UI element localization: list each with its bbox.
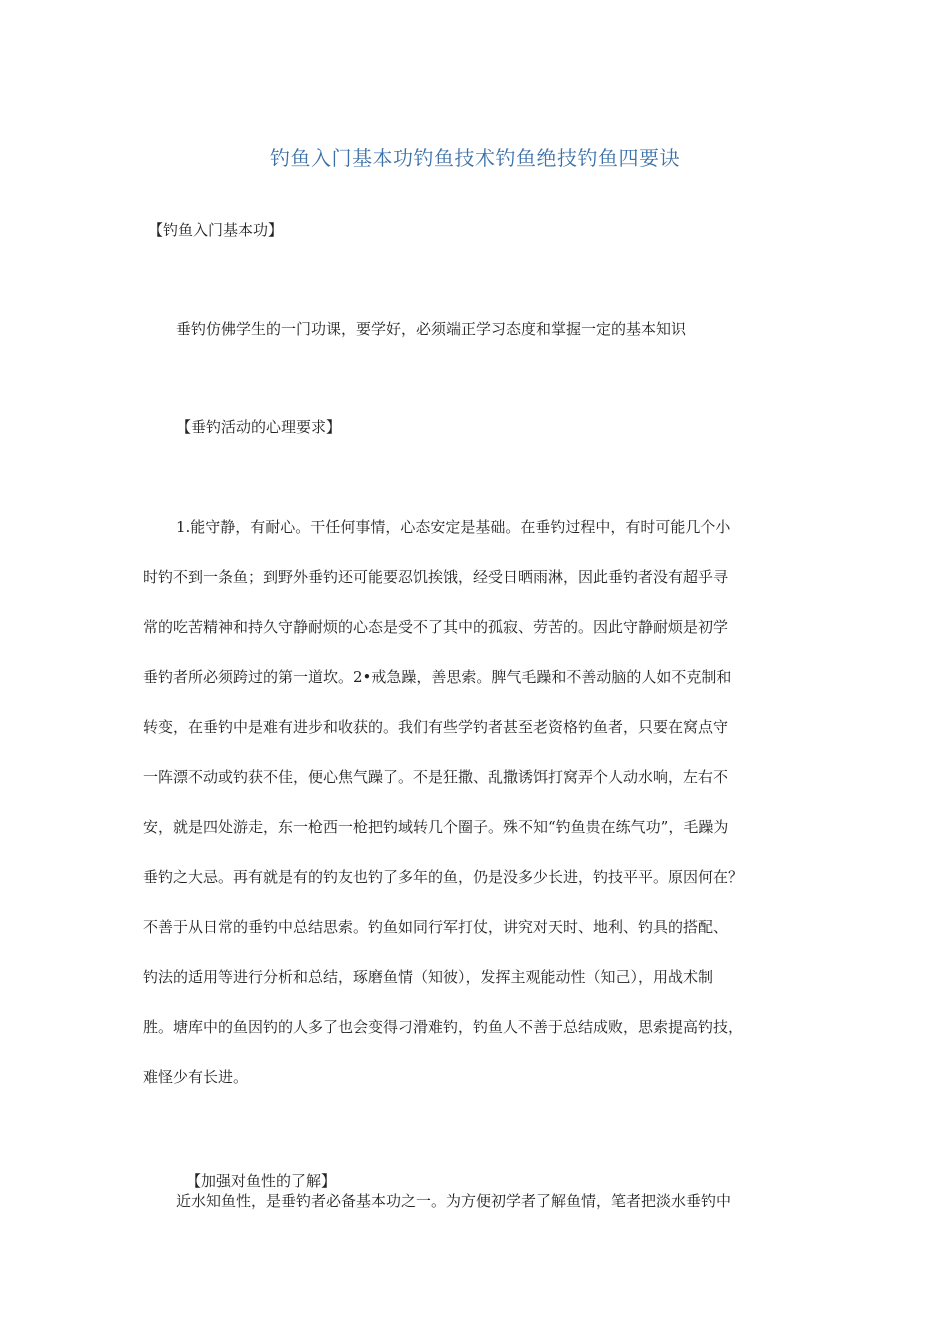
body-line: 垂钓之大忌。再有就是有的钓友也钓了多年的鱼，仍是没多少长进，钓技平平。原因何在？ bbox=[143, 868, 744, 886]
body-line: 胜。塘库中的鱼因钓的人多了也会变得刁滑难钓，钓鱼人不善于总结成败，思索提高钓技， bbox=[143, 1018, 744, 1036]
body-line: 1.能守静，有耐心。干任何事情，心态安定是基础。在垂钓过程中，有时可能几个小 bbox=[176, 518, 731, 536]
section-heading-psychology: 【垂钓活动的心理要求】 bbox=[176, 418, 342, 436]
body-line: 安，就是四处游走，东一枪西一枪把钓域转几个圈子。殊不知“钓鱼贵在练气功”，毛躁为 bbox=[143, 818, 729, 836]
body-line: 难怪少有长进。 bbox=[143, 1068, 249, 1086]
body-line: 不善于从日常的垂钓中总结思索。钓鱼如同行军打仗，讲究对天时、地利、钓具的搭配、 bbox=[143, 918, 729, 936]
body-line: 转变，在垂钓中是难有进步和收获的。我们有些学钓者甚至老资格钓鱼者，只要在窝点守 bbox=[143, 718, 729, 736]
body-line: 时钓不到一条鱼；到野外垂钓还可能要忍饥挨饿，经受日晒雨淋，因此垂钓者没有超乎寻 bbox=[143, 568, 729, 586]
body-line: 一阵漂不动或钓获不佳，便心焦气躁了。不是狂撒、乱撒诱饵打窝弄个人动水响，左右不 bbox=[143, 768, 729, 786]
body-line: 垂钓者所必须跨过的第一道坎。2•戒急躁，善思索。脾气毛躁和不善动脑的人如不克制和 bbox=[143, 668, 732, 686]
body-line: 钓法的适用等进行分析和总结，琢磨鱼情（知彼），发挥主观能动性（知己），用战术制 bbox=[143, 968, 714, 986]
section-heading-fish-nature: 【加强对鱼性的了解】 bbox=[186, 1172, 337, 1190]
section-heading-basics: 【钓鱼入门基本功】 bbox=[148, 221, 284, 239]
page-title: 钓鱼入门基本功钓鱼技术钓鱼绝技钓鱼四要诀 bbox=[270, 146, 680, 170]
fish-nature-paragraph: 近水知鱼性，是垂钓者必备基本功之一。为方便初学者了解鱼情，笔者把淡水垂钓中 bbox=[176, 1192, 732, 1210]
intro-paragraph: 垂钓仿佛学生的一门功课，要学好，必须端正学习态度和掌握一定的基本知识 bbox=[176, 320, 687, 338]
body-line: 常的吃苦精神和持久守静耐烦的心态是受不了其中的孤寂、劳苦的。因此守静耐烦是初学 bbox=[143, 618, 729, 636]
